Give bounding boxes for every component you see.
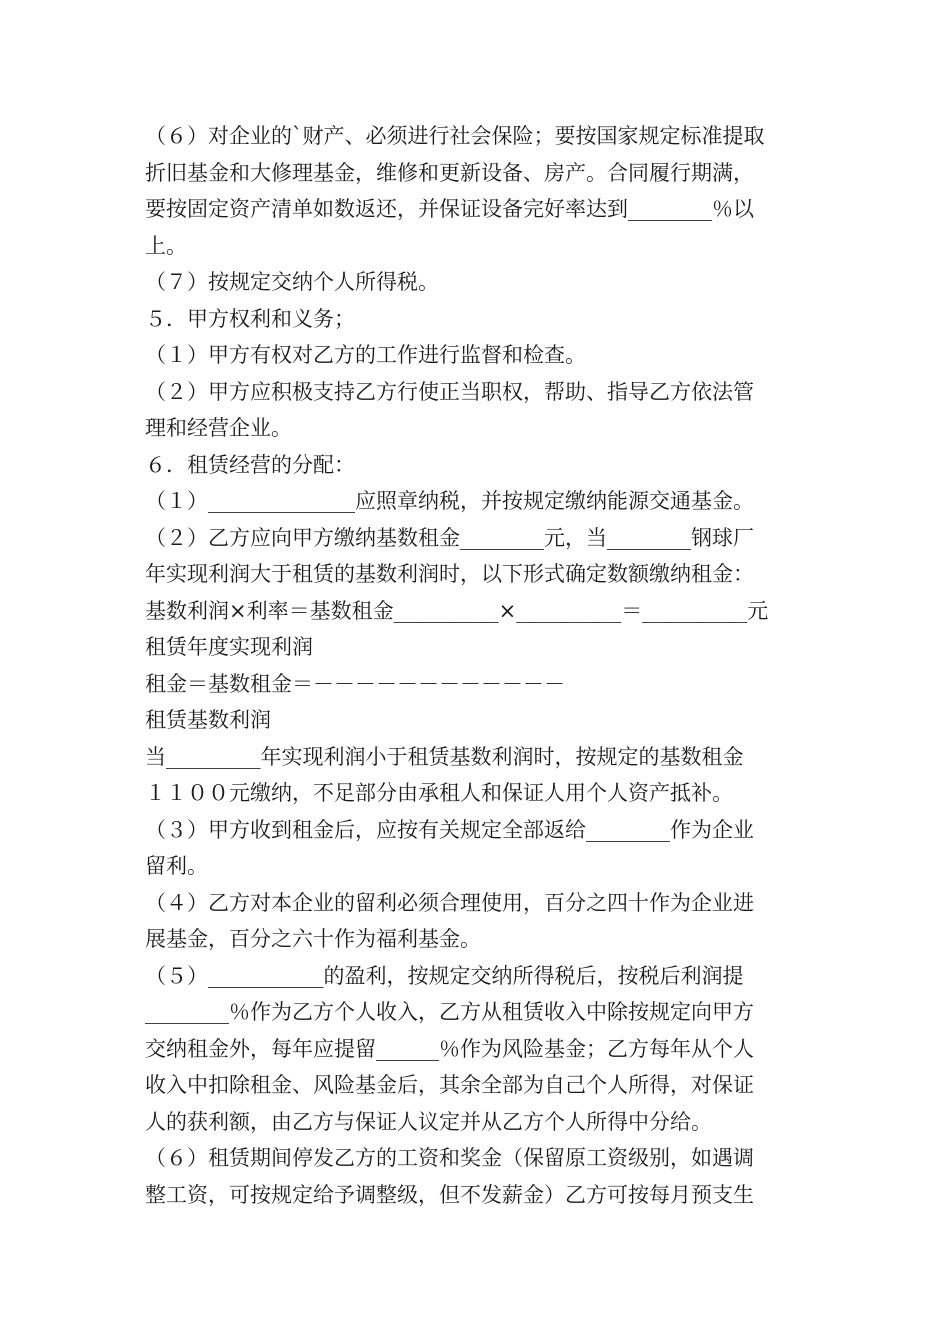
text-line: （２）乙方应向甲方缴纳基数租金________元，当________钢球厂: [145, 525, 754, 550]
formula-line: 租赁年度实现利润: [145, 635, 313, 659]
text-line: 展基金，百分之六十作为福利基金。: [145, 927, 481, 951]
text-line: 人的获利额，由乙方与保证人议定并从乙方个人所得中分给。: [145, 1109, 712, 1134]
text-line: 当_________年实现利润小于租赁基数利润时，按规定的基数租金: [145, 744, 744, 769]
text-line: 年实现利润大于租赁的基数利润时，以下形式确定数额缴纳租金：: [145, 562, 754, 586]
text-line: １１００元缴纳，不足部分由承租人和保证人用个人资产抵补。: [145, 781, 733, 805]
document-page: [145, 118, 815, 1213]
text-line: （６）租赁期间停发乙方的工资和奖金（保留原工资级别，如遇调: [145, 1146, 754, 1170]
text-line: 收入中扣除租金、风险基金后，其余全部为自己个人所得，对保证: [145, 1073, 754, 1097]
formula-line: 租金＝基数租金＝－－－－－－－－－－－－: [145, 671, 565, 696]
text-line: ________％作为乙方个人收入，乙方从租赁收入中除按规定向甲方: [145, 1000, 754, 1024]
text-line: （１）______________应照章纳税，并按规定缴纳能源交通基金。: [145, 489, 754, 513]
text-line: （３）甲方收到租金后，应按有关规定全部返给________作为企业: [145, 817, 754, 842]
text-line: 折旧基金和大修理基金，维修和更新设备、房产。合同履行期满，: [145, 160, 754, 185]
formula-line: 基数利润×利率＝基数租金__________×__________＝__________元: [145, 598, 769, 623]
text-line: 留利。: [145, 854, 208, 878]
formula-line: 租赁基数利润: [145, 708, 271, 732]
text-line: 整工资，可按规定给予调整级，但不发薪金）乙方可按每月预支生: [145, 1182, 754, 1207]
text-line: 要按固定资产清单如数返还，并保证设备完好率达到________％以: [145, 197, 754, 221]
text-line: 上。: [145, 233, 187, 258]
text-line: （６）对企业的`财产、必须进行社会保险；要按国家规定标准提取: [145, 124, 765, 148]
section-heading: ６．租赁经营的分配：: [145, 452, 355, 477]
text-line: （７）按规定交纳个人所得税。: [145, 270, 439, 294]
text-line: 理和经营企业。: [145, 416, 292, 440]
text-line: （５）___________的盈利，按规定交纳所得税后，按税后利润提: [145, 963, 744, 988]
text-line: （１）甲方有权对乙方的工作进行监督和检查。: [145, 343, 586, 367]
text-line: 交纳租金外，每年应提留______％作为风险基金；乙方每年从个人: [145, 1036, 754, 1061]
text-line: （４）乙方对本企业的留利必须合理使用，百分之四十作为企业进: [145, 890, 754, 915]
text-line: （２）甲方应积极支持乙方行使正当职权，帮助、指导乙方依法管: [145, 379, 754, 404]
section-heading: ５．甲方权利和义务；: [145, 306, 355, 331]
